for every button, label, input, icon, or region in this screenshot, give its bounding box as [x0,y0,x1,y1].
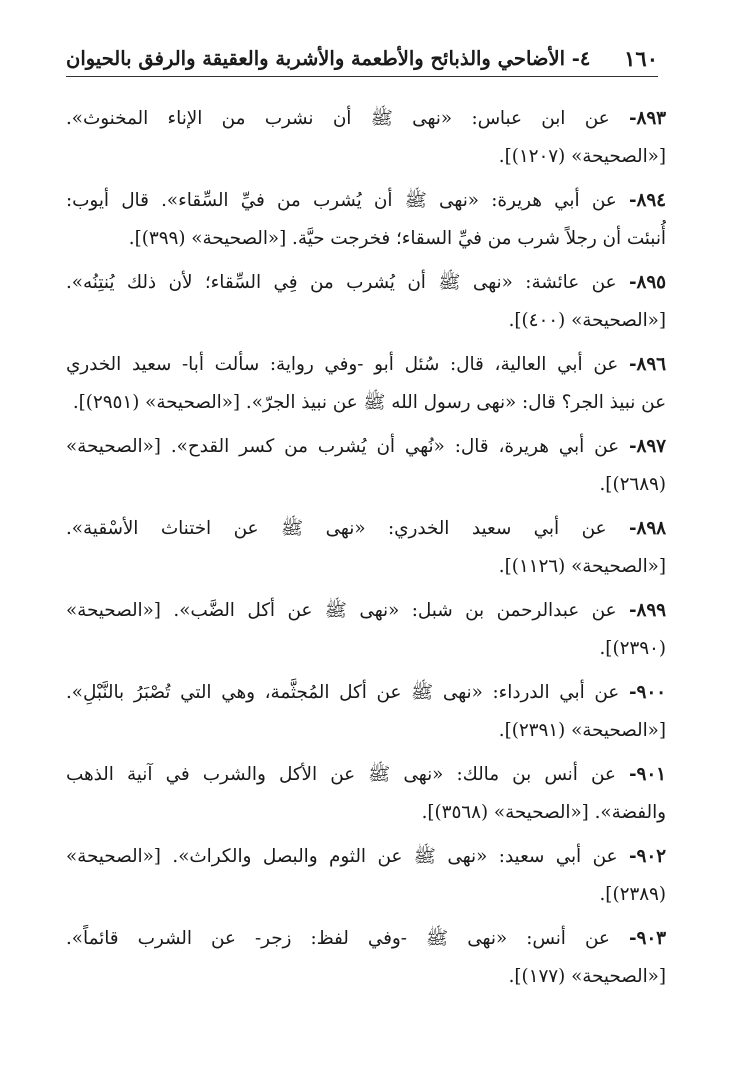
entry-text: عن أنس: «نهى ﷺ -وفي لفظ: زجر- عن الشرب قائماً». [66,928,610,949]
hadith-entry [66,182,666,264]
entry-number: ٨٩٣- [628,108,666,129]
entry-text: عن أبي العالية، قال: سُئل أبو -وفي رواية: سألت أبا- سعيد الخدري [66,354,619,375]
entry-second-line: [«الصحيحة» (١٢٠٧)]. [498,146,666,167]
entry-second-line: [«الصحيحة» (٤٠٠)]. [508,310,666,331]
entry-second-line: [«الصحيحة» (١٧٧)]. [508,966,666,987]
entry-number: ٩٠٣- [628,928,666,949]
entry-second-line: [«الصحيحة» (٢٣٩١)]. [498,720,666,741]
entry-second-line: أُنبئت أن رجلاً شرب من فيِّ السقاء؛ فخرجت حيَّة. [«الصحيحة» (٣٩٩)]. [128,228,666,249]
entry-second-line: والفضة». [«الصحيحة» (٣٥٦٨)]. [421,802,666,823]
entry-text: عن أبي الدرداء: «نهى ﷺ عن أكل المُجثَّمة، وهي التي تُصْبَرُ بالنَّبْلِ». [66,682,620,703]
entry-number: ٩٠١- [628,764,666,785]
entry-text: عن أبي سعيد: «نهى ﷺ عن الثوم والبصل والكراث». [«الصحيحة» [66,846,618,867]
running-title: ٤- الأضاحي والذبائح والأطعمة والأشربة والعقيقة والرفق بالحيوان [66,46,591,70]
entry-number: ٨٩٥- [628,272,666,293]
entry-first-line [66,182,666,220]
hadith-entry [66,100,666,182]
hadith-entry [66,674,666,756]
entry-number: ٩٠٢- [628,846,666,867]
entry-first-line [66,592,666,630]
entry-number: ٨٩٧- [628,436,666,457]
entry-first-line [66,100,666,138]
page-number: ١٦٠ [624,45,658,71]
entry-number: ٨٩٨- [628,518,666,539]
entry-first-line [66,674,666,712]
hadith-entry [66,838,666,920]
entry-first-line [66,428,666,466]
entry-first-line [66,346,666,384]
hadith-list [66,100,666,1002]
entry-number: ٨٩٤- [628,190,666,211]
entry-second-line: (٢٣٩٠)]. [599,638,666,659]
page-header [66,40,658,77]
entry-number: ٩٠٠- [628,682,666,703]
entry-second-line: (٢٣٨٩)]. [599,884,666,905]
entry-first-line [66,920,666,958]
entry-text: عن أبي هريرة، قال: «نُهي أن يُشرب من كسر القدح». [«الصحيحة» [66,436,619,457]
entry-first-line [66,838,666,876]
hadith-entry [66,920,666,1002]
entry-first-line [66,264,666,302]
entry-text: عن أبي سعيد الخدري: «نهى ﷺ عن اختناث الأسْقية». [66,518,607,539]
entry-number: ٨٩٩- [628,600,666,621]
entry-text: عن أنس بن مالك: «نهى ﷺ عن الأكل والشرب في آنية الذهب [66,764,616,785]
entry-second-line: [«الصحيحة» (١١٢٦)]. [498,556,666,577]
entry-second-line: (٢٦٨٩)]. [599,474,666,495]
entry-first-line [66,756,666,794]
hadith-entry [66,756,666,838]
entry-number: ٨٩٦- [628,354,666,375]
entry-second-line: عن نبيذ الجر؟ قال: «نهى رسول الله ﷺ عن نبيذ الجرّ». [«الصحيحة» (٢٩٥١)]. [72,392,666,413]
hadith-entry [66,346,666,428]
entry-text: عن أبي هريرة: «نهى ﷺ أن يُشرب من فيِّ السِّقاء». قال أيوب: [66,190,617,211]
entry-text: عن ابن عباس: «نهى ﷺ أن نشرب من الإناء المخنوث». [66,108,610,129]
entry-text: عن عبدالرحمن بن شبل: «نهى ﷺ عن أكل الضَّب». [«الصحيحة» [66,600,617,621]
hadith-entry [66,510,666,592]
hadith-entry [66,264,666,346]
hadith-entry [66,592,666,674]
entry-text: عن عائشة: «نهى ﷺ أن يُشرب من فِي السِّقاء؛ لأن ذلك يُنتِنُه». [66,272,617,293]
entry-first-line [66,510,666,548]
hadith-entry [66,428,666,510]
